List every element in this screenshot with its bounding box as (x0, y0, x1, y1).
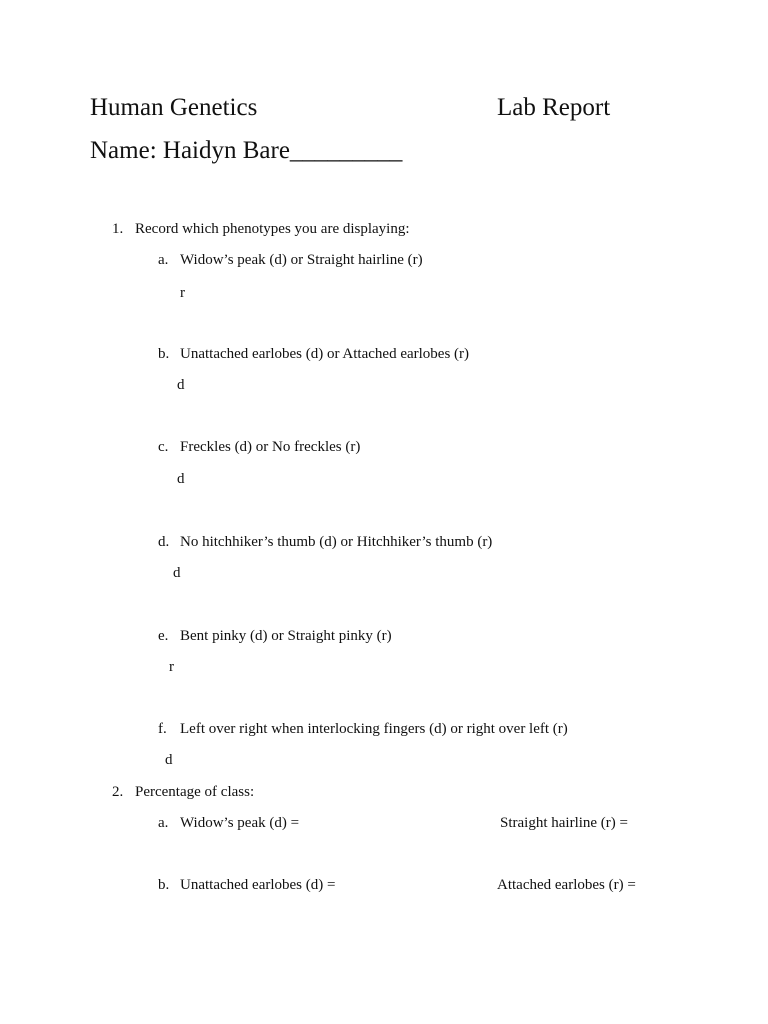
q2-item-a-letter: a. (158, 815, 169, 831)
q1-item-b-answer: d (177, 377, 185, 393)
q2-item-b-left: Unattached earlobes (d) = (180, 877, 336, 893)
q1-item-d-letter: d. (158, 534, 170, 550)
q1-item-a-answer: r (180, 285, 185, 301)
question-1-prompt: Record which phenotypes you are displaying: (135, 221, 410, 237)
q2-item-a-right: Straight hairline (r) = (500, 815, 629, 831)
q1-item-e-answer: r (169, 659, 174, 675)
q1-item-d-text: No hitchhiker’s thumb (d) or Hitchhiker’s thumb (r) (180, 534, 493, 550)
q1-item-b-letter: b. (158, 346, 170, 362)
q1-item-f-letter: f. (158, 721, 167, 737)
q1-item-f-answer: d (165, 752, 173, 768)
q2-item-b-letter: b. (158, 877, 170, 893)
question-1-number: 1. (112, 221, 124, 237)
student-name-line: Name: Haidyn Bare_________ (90, 137, 403, 164)
q1-item-e-text: Bent pinky (d) or Straight pinky (r) (180, 628, 392, 644)
q1-item-a-text: Widow’s peak (d) or Straight hairline (r) (180, 252, 423, 268)
document-title: Human Genetics (90, 94, 258, 121)
q1-item-e-letter: e. (158, 628, 169, 644)
q1-item-c-answer: d (177, 471, 185, 487)
q1-item-c-letter: c. (158, 439, 169, 455)
q2-item-b-right: Attached earlobes (r) = (497, 877, 636, 893)
q1-item-d-answer: d (173, 565, 181, 581)
q1-item-b-text: Unattached earlobes (d) or Attached earlobes (r) (180, 346, 470, 362)
q1-item-f-text: Left over right when interlocking fingers (d) or right over left (r) (180, 721, 568, 737)
question-2-prompt: Percentage of class: (135, 784, 255, 800)
q2-item-a-left: Widow’s peak (d) = (180, 815, 300, 831)
q1-item-c-text: Freckles (d) or No freckles (r) (180, 439, 361, 455)
report-label: Lab Report (497, 94, 611, 121)
q1-item-a-letter: a. (158, 252, 169, 268)
question-2-number: 2. (112, 784, 124, 800)
